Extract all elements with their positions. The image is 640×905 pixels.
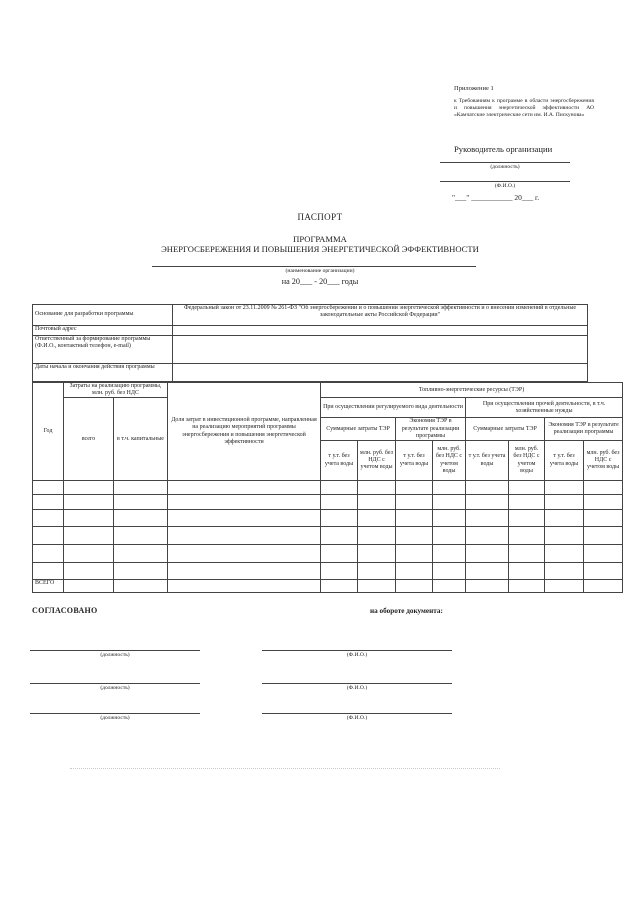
signature-position-caption: (должность) bbox=[100, 715, 130, 721]
sum-costs-header: Суммарные затраты ТЭР bbox=[466, 418, 545, 441]
table-row bbox=[33, 527, 623, 545]
appendix-block bbox=[454, 85, 594, 119]
position-caption: (должность) bbox=[490, 164, 520, 170]
capital-header: в т.ч. капитальные bbox=[114, 398, 168, 481]
approval-date: "___" ___________ 20___ г. bbox=[452, 193, 540, 202]
table-row bbox=[33, 495, 623, 510]
unit-tut-header: т у.т. без учета воды bbox=[466, 441, 509, 481]
unit-mln-header: млн. руб. без НДС с учетом воды bbox=[509, 441, 545, 481]
info-value bbox=[173, 326, 588, 336]
signature-position-line bbox=[30, 713, 200, 714]
info-label: Основание для разработки программы bbox=[33, 305, 173, 326]
info-label: Почтовый адрес bbox=[33, 326, 173, 336]
costs-header: Затраты на реализацию программы, млн. руб. без НДС bbox=[64, 383, 168, 398]
signature-position-caption: (должность) bbox=[100, 685, 130, 691]
position-line bbox=[440, 162, 570, 163]
info-value bbox=[173, 336, 588, 364]
other-activity-header: При осуществлении прочей деятельности, в т.ч. хозяйственные нужды bbox=[466, 398, 623, 418]
unit-mln-header: млн. руб. без НДС с учетом воды bbox=[584, 441, 623, 481]
program-title: ПРОГРАММА bbox=[293, 234, 347, 244]
signature-name-caption: (Ф.И.О.) bbox=[346, 685, 368, 691]
table-row bbox=[33, 545, 623, 563]
info-label: Даты начала и окончания действия программы bbox=[33, 364, 173, 382]
total-header: всего bbox=[64, 398, 114, 481]
appendix-text: к Требованиям к программе в области энергосбережения и повышения энергетической эффективности АО «Камчатские электрические сети им. И.А. Пискунова» bbox=[454, 98, 594, 118]
signature-name-line bbox=[262, 713, 452, 714]
name-caption: (Ф.И.О.) bbox=[494, 183, 516, 189]
resources-header: Топливно-энергетические ресурсы (ТЭР) bbox=[321, 383, 623, 398]
unit-tut-header: т у.т. без учета воды bbox=[545, 441, 584, 481]
info-row bbox=[33, 326, 588, 336]
signature-name-caption: (Ф.И.О.) bbox=[346, 652, 368, 658]
unit-tut-header: т у.т. без учета воды bbox=[396, 441, 433, 481]
total-label: ВСЕГО bbox=[33, 580, 64, 593]
name-line bbox=[440, 181, 570, 182]
scan-artifact-line bbox=[70, 768, 500, 769]
appendix-title: Приложение 1 bbox=[454, 85, 494, 92]
org-name-line bbox=[152, 266, 476, 267]
program-years: на 20___ - 20___ годы bbox=[281, 277, 359, 286]
unit-mln-header: млн. руб. без НДС с учетом воды bbox=[433, 441, 466, 481]
table-row bbox=[33, 481, 623, 495]
share-header: Доля затрат в инвестиционной программе, направленная на реализацию мероприятий программы энергосбережения и повышения энергетической эффективности bbox=[168, 383, 321, 481]
signature-position-line bbox=[30, 650, 200, 651]
signature-name-line bbox=[262, 683, 452, 684]
info-value bbox=[173, 364, 588, 382]
signature-name-line bbox=[262, 650, 452, 651]
info-label: Ответственный за формирование программы (Ф.И.О., контактный телефон, e-mail) bbox=[33, 336, 173, 364]
total-row bbox=[33, 580, 623, 593]
signature-name-caption: (Ф.И.О.) bbox=[346, 715, 368, 721]
savings-header: Экономия ТЭР в результате реализации программы bbox=[545, 418, 623, 441]
signature-position-caption: (должность) bbox=[100, 652, 130, 658]
unit-tut-header: т у.т. без учета воды bbox=[321, 441, 358, 481]
org-caption: (наименование организации) bbox=[285, 268, 355, 274]
passport-title: ПАСПОРТ bbox=[297, 212, 343, 222]
agreed-title: СОГЛАСОВАНО bbox=[32, 606, 98, 615]
main-table bbox=[32, 382, 623, 593]
info-table bbox=[32, 304, 588, 382]
info-row bbox=[33, 364, 588, 382]
info-value: Федеральный закон от 23.11.2009 № 261-ФЗ "Об энергосбережении и о повышении энергетической эффективности и о внесении изменений в отдельные законодательные акты Российской Федерации" bbox=[173, 305, 588, 326]
table-row bbox=[33, 510, 623, 527]
savings-header: Экономия ТЭР в результате реализации программы bbox=[396, 418, 466, 441]
regulated-header: При осуществлении регулируемого вида деятельности bbox=[321, 398, 466, 418]
program-subtitle: ЭНЕРГОСБЕРЕЖЕНИЯ И ПОВЫШЕНИЯ ЭНЕРГЕТИЧЕСКОЙ ЭФФЕКТИВНОСТИ bbox=[161, 244, 479, 254]
info-row bbox=[33, 336, 588, 364]
head-title: Руководитель организации bbox=[454, 144, 553, 154]
info-row bbox=[33, 305, 588, 326]
signature-position-line bbox=[30, 683, 200, 684]
reverse-note: на обороте документа: bbox=[370, 607, 443, 615]
year-header: Год bbox=[33, 383, 64, 481]
sum-costs-header: Суммарные затраты ТЭР bbox=[321, 418, 396, 441]
table-row bbox=[33, 563, 623, 580]
unit-mln-header: млн. руб. без НДС с учетом воды bbox=[358, 441, 396, 481]
